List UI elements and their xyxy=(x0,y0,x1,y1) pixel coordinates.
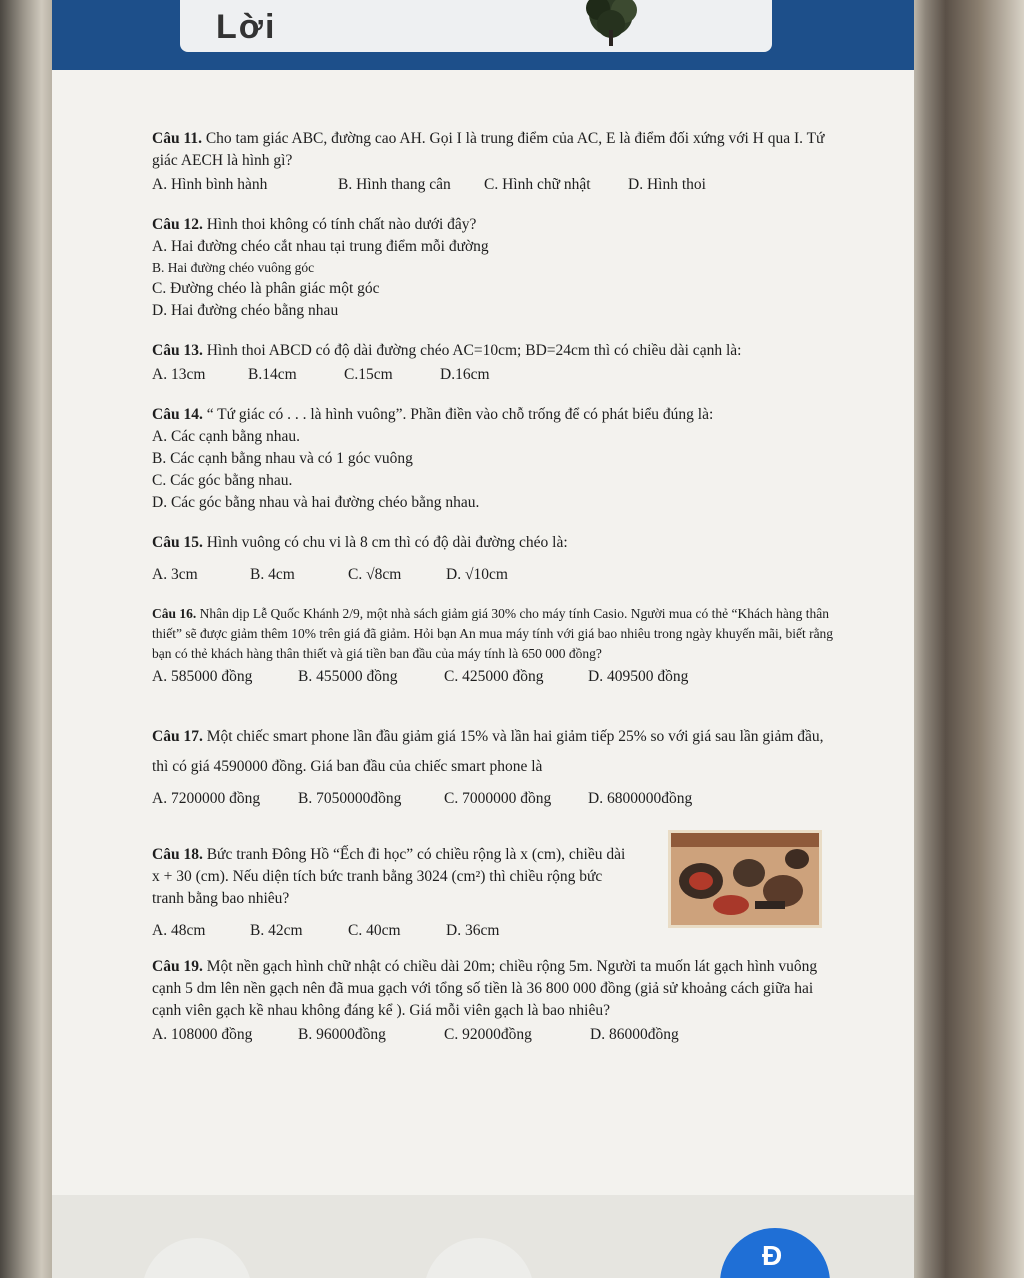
option-c[interactable]: C. Các góc bằng nhau. xyxy=(152,472,293,489)
question-text: Nhân dịp Lễ Quốc Khánh 2/9, một nhà sách giảm giá 30% cho máy tính Casio. Người mua có thẻ “Khách hàng thân thiết” sẽ được giảm thêm 10% trên giá đã giảm. Hỏi bạn An mua máy tính với giá bao nhiêu trong ngày khuyến mãi, biết rằng bạn có thẻ khách hàng thân thiết và giá tiền ban đầu của máy tính là 650 000 đồng? xyxy=(152,606,834,661)
question-18 xyxy=(152,844,842,942)
option-d[interactable]: D. 36cm xyxy=(446,922,500,939)
option-a[interactable]: A. Hai đường chéo cắt nhau tại trung điểm mỗi đường xyxy=(152,238,489,255)
question-15 xyxy=(152,532,842,586)
question-text: Một chiếc smart phone lần đầu giảm giá 15% và lần hai giảm tiếp 25% so với giá sau lần giảm đầu, thì có giá 4590000 đồng. Giá ban đầu của chiếc smart phone là xyxy=(152,728,824,775)
option-a[interactable]: A. Hình bình hành xyxy=(152,176,268,193)
question-14 xyxy=(152,404,842,514)
option-b[interactable]: B. Các cạnh bằng nhau và có 1 góc vuông xyxy=(152,450,413,467)
option-a[interactable]: A. Các cạnh bằng nhau. xyxy=(152,428,301,445)
worksheet xyxy=(152,128,842,1064)
option-d[interactable]: D. 86000đồng xyxy=(590,1026,679,1043)
question-number: Câu 18. xyxy=(152,846,203,863)
question-16 xyxy=(152,604,842,688)
option-a[interactable]: A. 13cm xyxy=(152,366,206,383)
question-13 xyxy=(152,340,842,386)
question-number: Câu 16. xyxy=(152,606,197,621)
options-row xyxy=(152,364,842,386)
question-19 xyxy=(152,956,842,1046)
options-row xyxy=(152,564,842,586)
app-header xyxy=(52,0,914,70)
option-a[interactable]: A. 48cm xyxy=(152,922,206,939)
option-c[interactable]: C. √8cm xyxy=(348,566,402,583)
tree-icon xyxy=(578,0,644,46)
question-17 xyxy=(152,722,842,810)
option-c[interactable]: C. 92000đồng xyxy=(444,1026,532,1043)
option-b[interactable]: B. Hình thang cân xyxy=(338,176,451,193)
header-card xyxy=(180,0,772,52)
frog-painting-image xyxy=(668,830,822,928)
question-text: “ Tứ giác có . . . là hình vuông”. Phần điền vào chỗ trống để có phát biểu đúng là: xyxy=(202,406,714,423)
question-11 xyxy=(152,128,842,196)
question-number: Câu 11. xyxy=(152,130,202,147)
question-number: Câu 13. xyxy=(152,342,203,359)
header-title: Lời xyxy=(216,8,277,46)
option-a[interactable]: A. 3cm xyxy=(152,566,198,583)
option-a[interactable]: A. 7200000 đồng xyxy=(152,790,261,807)
option-c[interactable]: C. 425000 đồng xyxy=(444,668,544,685)
option-c[interactable]: C. 40cm xyxy=(348,922,401,939)
option-d[interactable]: D. Các góc bằng nhau và hai đường chéo bằng nhau. xyxy=(152,494,480,511)
question-number: Câu 17. xyxy=(152,728,203,745)
option-b[interactable]: B. 42cm xyxy=(250,922,303,939)
option-b[interactable]: B. 4cm xyxy=(250,566,295,583)
question-text: Cho tam giác ABC, đường cao AH. Gọi I là trung điểm của AC, E là điểm đối xứng với H qua I. Tứ giác AECH là hình gì? xyxy=(152,130,825,169)
option-c[interactable]: C. Hình chữ nhật xyxy=(484,176,591,193)
question-12 xyxy=(152,214,842,322)
option-c[interactable]: C. Đường chéo là phân giác một góc xyxy=(152,280,380,297)
question-number: Câu 19. xyxy=(152,958,203,975)
option-b[interactable]: B.14cm xyxy=(248,366,297,383)
question-text: Hình thoi không có tính chất nào dưới đây? xyxy=(202,216,477,233)
option-d[interactable]: D. √10cm xyxy=(446,566,508,583)
option-d[interactable]: D. 409500 đồng xyxy=(588,668,689,685)
option-d[interactable]: D. Hình thoi xyxy=(628,176,706,193)
question-number: Câu 12. xyxy=(152,216,203,233)
phone-bezel-right xyxy=(912,0,1024,1278)
option-b[interactable]: B. 7050000đồng xyxy=(298,790,402,807)
options-row xyxy=(152,174,842,196)
option-d[interactable]: D. 6800000đồng xyxy=(588,790,693,807)
options-row xyxy=(152,788,842,810)
question-number: Câu 14. xyxy=(152,406,203,423)
phone-bezel-left xyxy=(0,0,52,1278)
options-row xyxy=(152,1024,842,1046)
question-text: Một nền gạch hình chữ nhật có chiều dài 20m; chiều rộng 5m. Người ta muốn lát gạch hình vuông cạnh 5 dm lên nền gạch nên đã mua gạch với tổng số tiền là 36 800 000 đồng (giả sử khoảng cách giữa hai cạnh viên gạch kề nhau không đáng kể ). Giá mỗi viên gạch là bao nhiêu? xyxy=(152,958,818,1019)
option-a[interactable]: A. 108000 đồng xyxy=(152,1026,253,1043)
question-text: Hình thoi ABCD có độ dài đường chéo AC=10cm; BD=24cm thì có chiều dài cạnh là: xyxy=(202,342,742,359)
option-c[interactable]: C.15cm xyxy=(344,366,393,383)
option-d[interactable]: D. Hai đường chéo bằng nhau xyxy=(152,302,339,319)
options-row xyxy=(152,666,842,688)
question-text: Hình vuông có chu vi là 8 cm thì có độ dài đường chéo là: xyxy=(202,534,568,551)
option-b[interactable]: B. 455000 đồng xyxy=(298,668,398,685)
fab-label: Đ xyxy=(762,1240,783,1271)
option-d[interactable]: D.16cm xyxy=(440,366,490,383)
option-a[interactable]: A. 585000 đồng xyxy=(152,668,253,685)
option-b[interactable]: B. Hai đường chéo vuông góc xyxy=(152,260,315,275)
phone-screen xyxy=(52,0,914,1278)
option-c[interactable]: C. 7000000 đồng xyxy=(444,790,552,807)
question-text: Bức tranh Đông Hồ “Ếch đi học” có chiều rộng là x (cm), chiều dài x + 30 (cm). Nếu diện tích bức tranh bằng 3024 (cm²) thì chiều rộng bức tranh bằng bao nhiêu? xyxy=(152,846,626,907)
option-b[interactable]: B. 96000đồng xyxy=(298,1026,386,1043)
question-number: Câu 15. xyxy=(152,534,203,551)
